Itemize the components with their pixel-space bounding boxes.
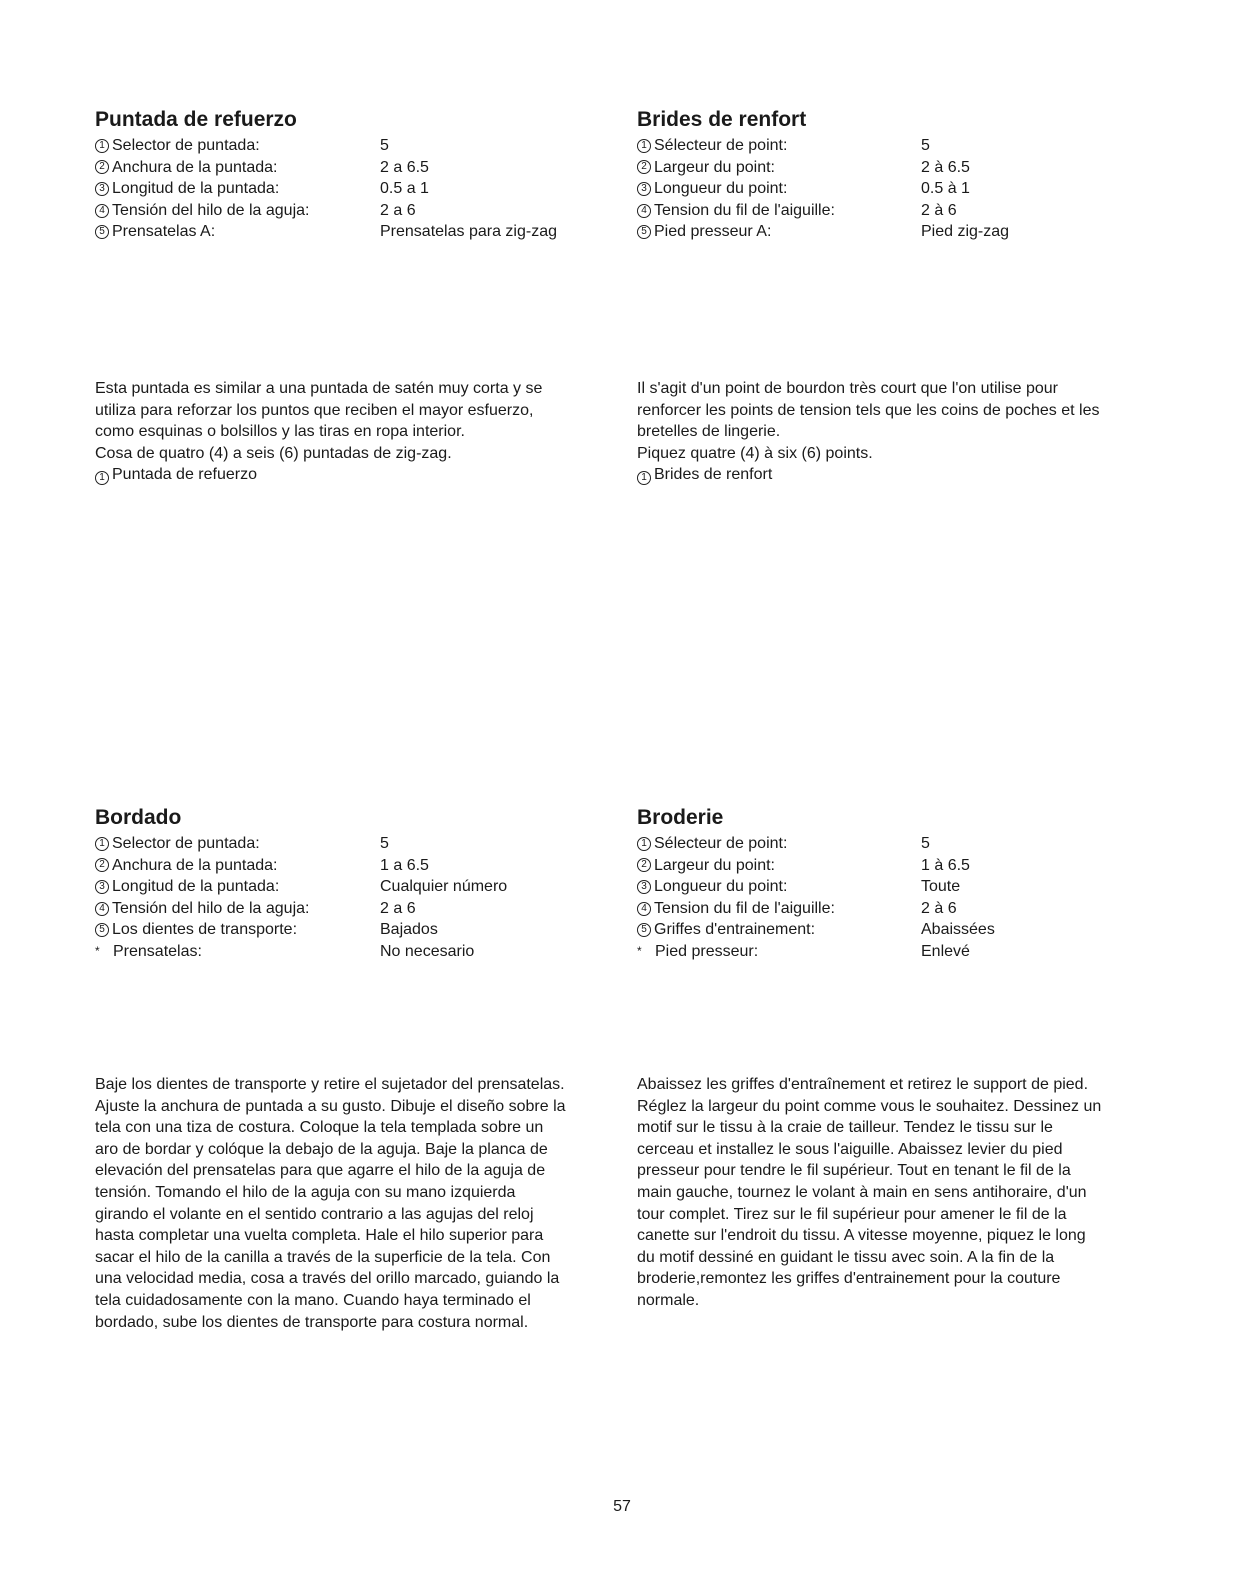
setting-label: Longueur du point: bbox=[654, 878, 788, 896]
settings-row bbox=[95, 876, 507, 898]
number-1-icon: 1 bbox=[637, 471, 651, 485]
number-5-icon: 5 bbox=[95, 225, 109, 239]
setting-value: 0.5 à 1 bbox=[921, 180, 970, 198]
asterisk-icon: * bbox=[637, 943, 642, 958]
settings-row bbox=[95, 941, 507, 963]
setting-value: Enlevé bbox=[921, 942, 970, 960]
number-3-icon: 3 bbox=[637, 880, 651, 894]
text-line: aro de bordar y colóque la debajo de la aguja. Baje la planca de bbox=[95, 1140, 548, 1158]
setting-value: 5 bbox=[921, 835, 930, 852]
settings-row bbox=[95, 157, 557, 179]
text-line: Réglez la largeur du point comme vous le souhaitez. Dessinez un bbox=[637, 1097, 1102, 1115]
text-line: tela con una tiza de costura. Coloque la tela templada sobre un bbox=[95, 1119, 544, 1137]
setting-value: 2 à 6 bbox=[921, 201, 957, 219]
setting-label: Sélecteur de point: bbox=[654, 137, 788, 154]
number-2-icon: 2 bbox=[95, 160, 109, 174]
setting-value: 2 a 6.5 bbox=[380, 158, 429, 176]
asterisk-icon: * bbox=[95, 943, 100, 958]
settings-list bbox=[637, 135, 1009, 243]
section-brides-de-renfort bbox=[637, 108, 1009, 243]
text-line: motif sur le tissu à la craie de tailleur. Tendez le tissu sur le bbox=[637, 1119, 1053, 1137]
text-line: utiliza para reforzar los puntos que reciben el mayor esfuerzo, bbox=[95, 401, 534, 419]
number-5-icon: 5 bbox=[637, 225, 651, 239]
number-1-icon: 1 bbox=[95, 837, 109, 851]
settings-row bbox=[637, 876, 995, 898]
settings-list bbox=[95, 833, 507, 963]
text-line: presseur pour tendre le fil supérieur. Tout en tenant le fil de la bbox=[637, 1162, 1071, 1180]
text-line: du motif dessiné en guidant le tissu avec soin. A la fin de la bbox=[637, 1248, 1055, 1266]
setting-value: Abaissées bbox=[921, 921, 995, 939]
settings-row bbox=[637, 833, 995, 855]
number-4-icon: 4 bbox=[95, 902, 109, 916]
text-line: Cosa de quatro (4) a seis (6) puntadas de zig-zag. bbox=[95, 444, 452, 462]
caption-text: Puntada de refuerzo bbox=[112, 466, 257, 484]
setting-label: Tensión del hilo de la aguja: bbox=[112, 201, 310, 219]
settings-row bbox=[95, 855, 507, 877]
settings-row bbox=[95, 833, 507, 855]
text-line: renforcer les points de tension tels que les coins de poches et les bbox=[637, 401, 1100, 419]
setting-value: 2 a 6 bbox=[380, 201, 416, 219]
setting-label: Selector de puntada: bbox=[112, 835, 260, 852]
text-line: elevación del prensatelas para que agarre el hilo de la aguja de bbox=[95, 1162, 546, 1180]
number-3-icon: 3 bbox=[95, 182, 109, 196]
page-number: 57 bbox=[613, 1498, 631, 1515]
text-line: sacar el hilo de la canilla a través de la superficie de la tela. Con bbox=[95, 1248, 551, 1266]
settings-row bbox=[95, 178, 557, 200]
settings-row bbox=[637, 855, 995, 877]
setting-label: Griffes d'entrainement: bbox=[654, 921, 816, 939]
setting-label: Largeur du point: bbox=[654, 158, 775, 176]
number-4-icon: 4 bbox=[637, 204, 651, 218]
setting-label: Prensatelas A: bbox=[112, 223, 216, 241]
settings-row bbox=[95, 919, 507, 941]
text-line: tela cuidadosamente con la mano. Cuando haya terminado el bbox=[95, 1291, 531, 1309]
settings-row bbox=[637, 919, 995, 941]
setting-label: Pied presseur: bbox=[655, 942, 759, 960]
section-title: Puntada de refuerzo bbox=[95, 108, 297, 131]
setting-label: Anchura de la puntada: bbox=[112, 158, 278, 176]
setting-label: Tension du fil de l'aiguille: bbox=[654, 899, 835, 917]
setting-value: Toute bbox=[921, 878, 961, 896]
setting-label: Tensión del hilo de la aguja: bbox=[112, 899, 310, 917]
section-title: Brides de renfort bbox=[637, 108, 807, 131]
number-2-icon: 2 bbox=[95, 858, 109, 872]
setting-value: 5 bbox=[380, 137, 389, 154]
setting-label: Pied presseur A: bbox=[654, 223, 772, 241]
number-4-icon: 4 bbox=[637, 902, 651, 916]
number-1-icon: 1 bbox=[637, 837, 651, 851]
settings-row bbox=[637, 157, 1009, 179]
figure-caption bbox=[95, 464, 542, 486]
text-line: main gauche, tournez le volant à main en sens antihoraire, d'un bbox=[637, 1183, 1087, 1201]
setting-label: Longitud de la puntada: bbox=[112, 878, 280, 896]
figure-caption bbox=[637, 464, 1100, 486]
section-bordado bbox=[95, 806, 507, 963]
text-line: como esquinas o bolsillos y las tiras en ropa interior. bbox=[95, 423, 465, 441]
settings-row bbox=[637, 200, 1009, 222]
section-title: Bordado bbox=[95, 806, 182, 829]
text-line: Il s'agit d'un point de bourdon très court que l'on utilise pour bbox=[637, 380, 1058, 397]
setting-label: Tension du fil de l'aiguille: bbox=[654, 201, 835, 219]
settings-row bbox=[95, 898, 507, 920]
settings-row bbox=[637, 941, 995, 963]
number-2-icon: 2 bbox=[637, 858, 651, 872]
setting-label: Los dientes de transporte: bbox=[112, 921, 298, 939]
setting-label: Prensatelas: bbox=[113, 942, 202, 960]
number-3-icon: 3 bbox=[95, 880, 109, 894]
setting-label: Anchura de la puntada: bbox=[112, 856, 278, 874]
text-line: tensión. Tomando el hilo de la aguja con su mano izquierda bbox=[95, 1183, 516, 1201]
section-title: Broderie bbox=[637, 806, 724, 829]
text-line: Esta puntada es similar a una puntada de satén muy corta y se bbox=[95, 380, 543, 397]
setting-value: 1 à 6.5 bbox=[921, 856, 970, 874]
settings-row bbox=[637, 178, 1009, 200]
paragraph-renfort-fr bbox=[637, 378, 1100, 486]
number-4-icon: 4 bbox=[95, 204, 109, 218]
setting-value: 5 bbox=[380, 835, 389, 852]
settings-row bbox=[95, 135, 557, 157]
settings-row bbox=[95, 200, 557, 222]
setting-value: Prensatelas para zig-zag bbox=[380, 223, 557, 241]
text-line: Ajuste la anchura de puntada a su gusto. Dibuje el diseño sobre la bbox=[95, 1097, 566, 1115]
text-line: canette sur l'endroit du tissu. A vitesse moyenne, piquez le long bbox=[637, 1227, 1086, 1245]
text-line: hasta completar una vuelta completa. Hale el hilo superior para bbox=[95, 1227, 544, 1245]
number-5-icon: 5 bbox=[637, 923, 651, 937]
settings-row bbox=[637, 135, 1009, 157]
setting-value: 0.5 a 1 bbox=[380, 180, 429, 198]
paragraph-bordado-es bbox=[95, 1074, 566, 1333]
settings-list bbox=[95, 135, 557, 243]
settings-row bbox=[95, 221, 557, 243]
setting-label: Selector de puntada: bbox=[112, 137, 260, 154]
settings-row bbox=[637, 898, 995, 920]
setting-value: Cualquier número bbox=[380, 878, 508, 896]
section-puntada-de-refuerzo bbox=[95, 108, 557, 243]
number-5-icon: 5 bbox=[95, 923, 109, 937]
text-line: Abaissez les griffes d'entraînement et retirez le support de pied. bbox=[637, 1076, 1089, 1093]
text-line: Piquez quatre (4) à six (6) points. bbox=[637, 444, 873, 462]
settings-row bbox=[637, 221, 1009, 243]
caption-text: Brides de renfort bbox=[654, 466, 773, 484]
text-line: tour complet. Tirez sur le fil supérieur pour amener le fil de la bbox=[637, 1205, 1067, 1223]
setting-value: 1 a 6.5 bbox=[380, 856, 429, 874]
text-line: bordado, sube los dientes de transporte para costura normal. bbox=[95, 1313, 529, 1331]
number-2-icon: 2 bbox=[637, 160, 651, 174]
text-line: una velocidad media, cosa a través del orillo marcado, guiando la bbox=[95, 1270, 560, 1288]
setting-value: Bajados bbox=[380, 921, 438, 939]
setting-value: 2 a 6 bbox=[380, 899, 416, 917]
number-1-icon: 1 bbox=[95, 471, 109, 485]
setting-value: No necesario bbox=[380, 942, 475, 960]
setting-value: Pied zig-zag bbox=[921, 223, 1010, 241]
number-1-icon: 1 bbox=[637, 139, 651, 153]
paragraph-broderie-fr bbox=[637, 1074, 1101, 1312]
setting-label: Sélecteur de point: bbox=[654, 835, 788, 852]
number-1-icon: 1 bbox=[95, 139, 109, 153]
setting-value: 2 à 6 bbox=[921, 899, 957, 917]
setting-label: Longitud de la puntada: bbox=[112, 180, 280, 198]
text-line: broderie,remontez les griffes d'entrainement pour la couture bbox=[637, 1270, 1061, 1288]
text-line: Baje los dientes de transporte y retire el sujetador del prensatelas. bbox=[95, 1076, 565, 1093]
setting-label: Largeur du point: bbox=[654, 856, 775, 874]
setting-value: 2 à 6.5 bbox=[921, 158, 970, 176]
settings-list bbox=[637, 833, 995, 963]
paragraph-refuerzo-es bbox=[95, 378, 542, 486]
section-broderie bbox=[637, 806, 995, 963]
text-line: girando el volante en el sentido contrario a las agujas del reloj bbox=[95, 1205, 534, 1223]
setting-label: Longueur du point: bbox=[654, 180, 788, 198]
text-line: bretelles de lingerie. bbox=[637, 423, 781, 441]
setting-value: 5 bbox=[921, 137, 930, 154]
text-line: normale. bbox=[637, 1291, 700, 1309]
number-3-icon: 3 bbox=[637, 182, 651, 196]
text-line: cerceau et installez le sous l'aiguille. Abaissez levier du pied bbox=[637, 1140, 1063, 1158]
